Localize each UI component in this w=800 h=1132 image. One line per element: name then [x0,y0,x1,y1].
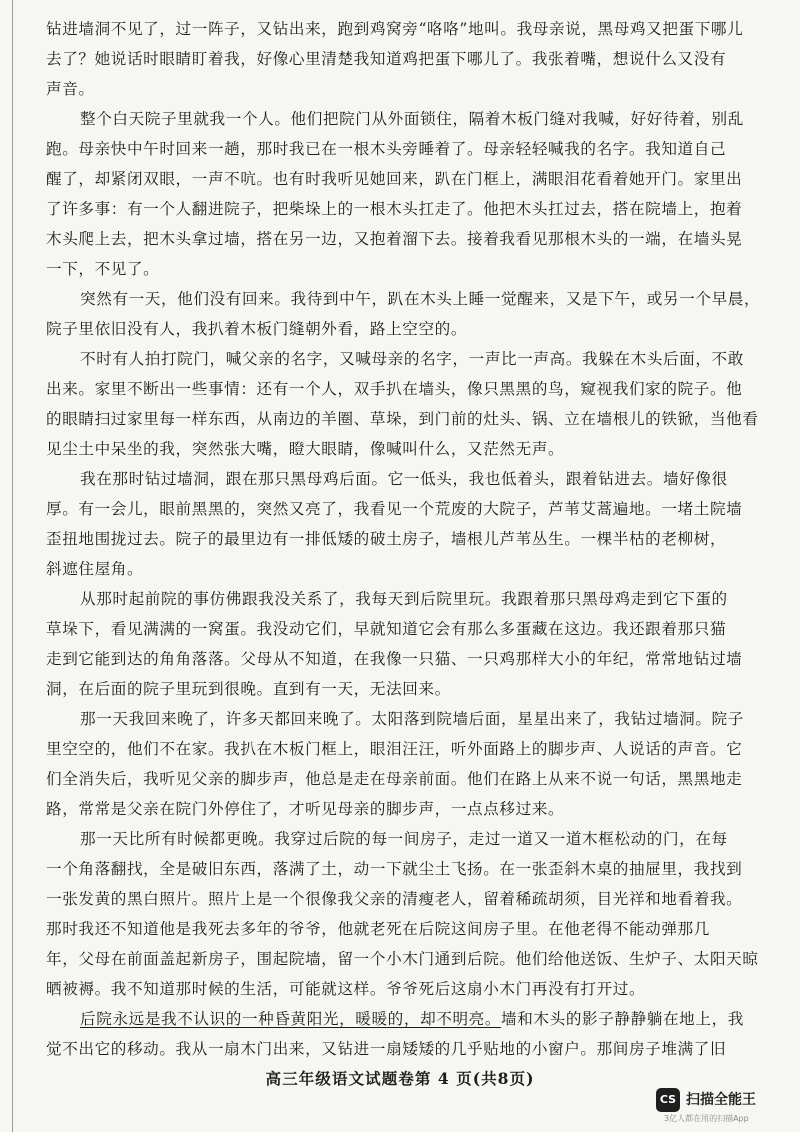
text-line: 们全消失后，我听见父亲的脚步声，他总是走在母亲前面。他们在路上从来不说一句话，黑黑地走 [46,770,743,788]
text-line: 厚。有一会儿，眼前黑黑的，突然又亮了，我看见一个荒废的大院子，芦苇艾蒿遍地。一堵土院墙 [46,500,743,518]
text-line: 院子里依旧没有人，我扒着木板门缝朝外看，路上空空的。 [46,320,468,338]
text-line: 钻进墙洞不见了，过一阵子，又钻出来，跑到鸡窝旁“咯咯”地叫。我母亲说，黑母鸡又把蛋下哪儿 [46,20,744,38]
text-line: 一张发黄的黑白照片。照片上是一个很像我父亲的清瘦老人，留着稀疏胡须，目光祥和地看着我。 [46,890,743,908]
text-line: 晒被褥。我不知道那时候的生活，可能就这样。爷爷死后这扇小木门再没有打开过。 [46,980,646,998]
text-line: 走到它能到达的角角落落。父母从不知道，在我像一只猫、一只鸡那样大小的年纪，常常地钻过墙 [46,650,743,668]
page-left-border [12,0,13,1132]
line-continuation: 墙和木头的影子静静躺在地上，我 [501,1010,744,1028]
text-line: 洞，在后面的院子里玩到很晚。直到有一天，无法回来。 [46,680,451,698]
text-line: 见尘土中呆坐的我，突然张大嘴，瞪大眼睛，像喊叫什么，又茫然无声。 [46,440,565,458]
text-line: 跑。母亲快中午时回来一趟，那时我已在一根木头旁睡着了。母亲轻轻喊我的名字。我知道自己 [46,140,727,158]
text-line: 草垛下，看见满满的一窝蛋。我没动它们，早就知道它会有那么多蛋藏在这边。我还跟着那只猫 [46,620,727,638]
text-line: 木头爬上去，把木头拿过墙，搭在另一边，又抱着溜下去。接着我看见那根木头的一端，在墙头晃 [46,230,743,248]
text-line: 声音。 [46,80,95,98]
text-line: 一下，不见了。 [46,260,160,278]
text-line: 斜遮住屋角。 [46,560,144,578]
paragraph-start-line: 我在那时钻过墙洞，跟在那只黑母鸡后面。它一低头，我也低着头，跟着钻进去。墙好像很 [80,470,728,488]
text-line: 那时我还不知道他是我死去多年的爷爷，他就老死在后院这间房子里。在他老得不能动弹那几 [46,920,710,938]
paragraph-start-line: 从那时起前院的事仿佛跟我没关系了，我每天到后院里玩。我跟着那只黑母鸡走到它下蛋的 [80,590,728,608]
text-line: 了许多事：有一个人翻进院子，把柴垛上的一根木头扛走了。他把木头扛过去，搭在院墙上，抱着 [46,200,743,218]
text-line: 觉不出它的移动。我从一扇木门出来，又钻进一扇矮矮的几乎贴地的小窗户。那间房子堆满了旧 [46,1040,727,1058]
paragraph-start-line [80,1004,744,1034]
scanner-logo-icon: CS [656,1088,680,1112]
text-line: 路，常常是父亲在院门外停住了，才听见母亲的脚步声，一点点移过来。 [46,800,565,818]
scanner-app-name: 扫描全能王 [686,1092,756,1108]
paragraph-start-line: 整个白天院子里就我一个人。他们把院门从外面锁住，隔着木板门缝对我喊，好好待着，别乱 [80,110,744,128]
page-footer: 高三年级语文试题卷第 4 页(共8页) [265,1069,535,1088]
scanner-watermark [656,1088,786,1128]
underlined-sentence: 后院永远是我不认识的一种昏黄阳光，暖暖的，却不明亮。 [80,1010,502,1028]
paragraph-start-line: 突然有一天，他们没有回来。我待到中午，趴在木头上睡一觉醒来，又是下午，或另一个早晨， [80,290,761,308]
paragraph-start-line: 不时有人拍打院门，喊父亲的名字，又喊母亲的名字，一声比一声高。我躲在木头后面，不敢 [80,350,744,368]
text-line: 里空空的，他们不在家。我扒在木板门框上，眼泪汪汪，听外面路上的脚步声、人说话的声音。它 [46,740,743,758]
text-line: 的眼睛扫过家里每一样东西，从南边的羊圈、草垛，到门前的灶头、锅、立在墙根儿的铁锨，当他看 [46,410,759,428]
text-line: 歪扭地围拢过去。院子的最里边有一排低矮的破土房子，墙根儿芦苇丛生。一棵半枯的老柳树， [46,530,727,548]
text-line: 醒了，却紧闭双眼，一声不吭。也有时我听见她回来，趴在门框上，满眼泪花看着她开门。家里出 [46,170,743,188]
paragraph-start-line: 那一天我回来晚了，许多天都回来晚了。太阳落到院墙后面，星星出来了，我钻过墙洞。院子 [80,710,744,728]
text-line: 去了？她说话时眼睛盯着我，好像心里清楚我知道鸡把蛋下哪儿了。我张着嘴，想说什么又没有 [46,50,727,68]
text-line: 出来。家里不断出一些事情：还有一个人，双手扒在墙头，像只黑黑的鸟，窥视我们家的院子。他 [46,380,743,398]
text-line: 年，父母在前面盖起新房子，围起院墙，留一个小木门通到后院。他们给他送饭、生炉子、太阳天晾 [46,950,759,968]
text-line: 一个角落翻找，全是破旧东西，落满了土，动一下就尘土飞扬。在一张歪斜木桌的抽屉里，我找到 [46,860,743,878]
scanner-slogan: 3亿人都在用的扫描App [664,1114,749,1123]
paragraph-start-line: 那一天比所有时候都更晚。我穿过后院的每一间房子，走过一道又一道木框松动的门，在每 [80,830,728,848]
